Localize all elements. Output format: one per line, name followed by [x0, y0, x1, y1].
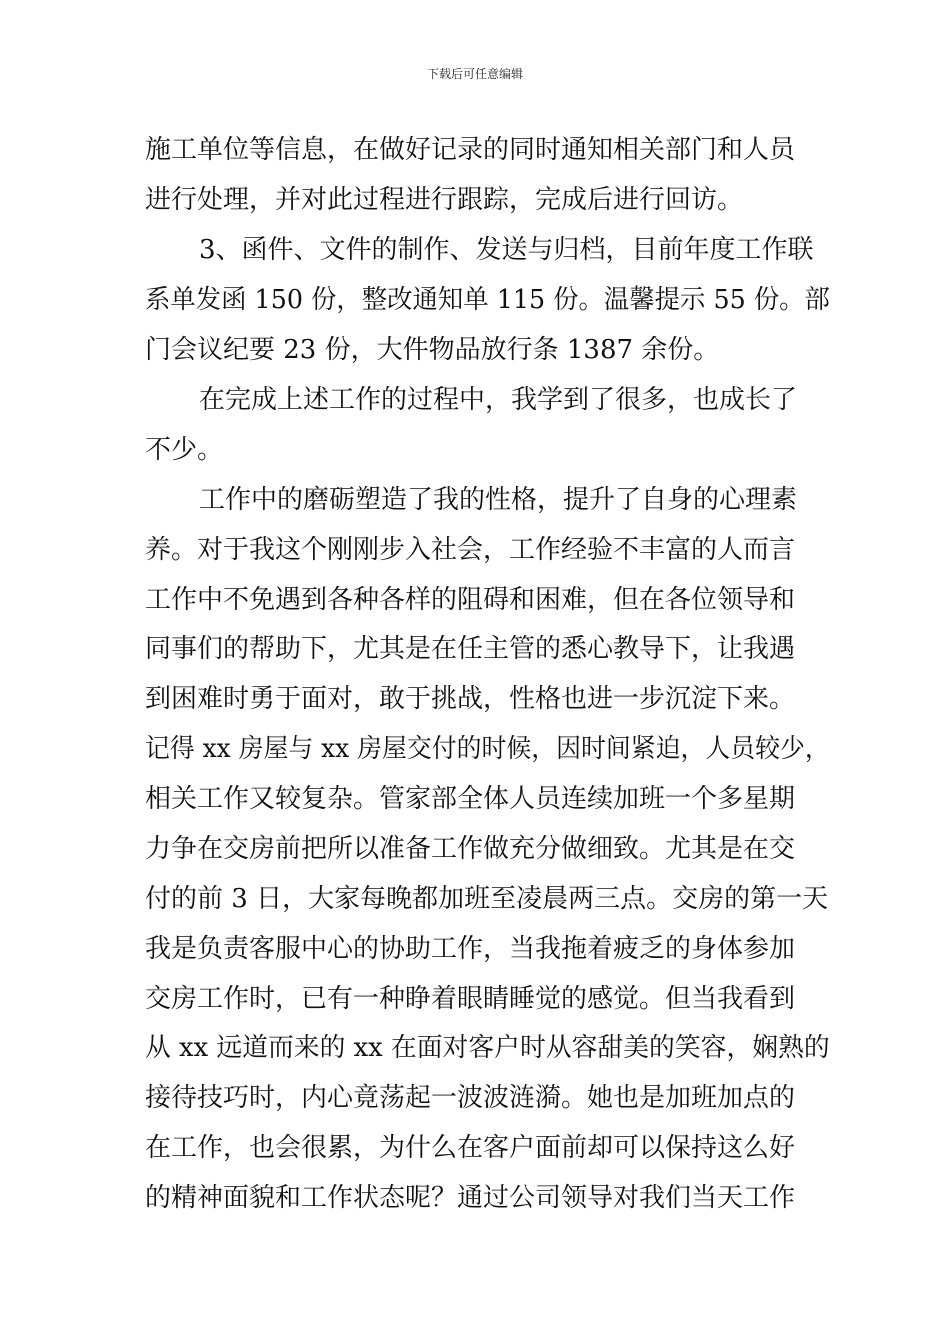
text-line: 付的前 3 日，大家每晚都加班至凌晨两三点。交房的第一天	[145, 884, 829, 914]
paragraph-start-line: 3、函件、文件的制作、发送与归档，目前年度工作联	[199, 235, 814, 265]
text-line: 施工单位等信息，在做好记录的同时通知相关部门和人员	[145, 135, 796, 165]
text-line: 不少。	[145, 435, 224, 465]
text-line: 到困难时勇于面对，敢于挑战，性格也进一步沉淀下来。	[145, 684, 796, 714]
text-line: 工作中不免遇到各种各样的阻碍和困难，但在各位领导和	[145, 585, 796, 615]
text-line: 相关工作又较复杂。管家部全体人员连续加班一个多星期	[145, 784, 796, 814]
text-line: 的精神面貌和工作状态呢？通过公司领导对我们当天工作	[145, 1183, 796, 1213]
text-line: 记得 xx 房屋与 xx 房屋交付的时候，因时间紧迫，人员较少，	[145, 734, 830, 764]
text-line: 在工作，也会很累，为什么在客户面前却可以保持这么好	[145, 1133, 796, 1163]
paragraph-start-line: 在完成上述工作的过程中，我学到了很多，也成长了	[199, 385, 798, 415]
text-line: 接待技巧时，内心竟荡起一波波涟漪。她也是加班加点的	[145, 1083, 796, 1113]
page-header: 下载后可任意编辑	[426, 67, 523, 81]
text-line: 力争在交房前把所以准备工作做充分做细致。尤其是在交	[145, 834, 796, 864]
text-line: 同事们的帮助下，尤其是在任主管的悉心教导下，让我遇	[145, 634, 796, 664]
text-line: 我是负责客服中心的协助工作，当我拖着疲乏的身体参加	[145, 934, 796, 964]
text-line: 进行处理，并对此过程进行跟踪，完成后进行回访。	[145, 185, 744, 215]
text-line: 门会议纪要 23 份，大件物品放行条 1387 余份。	[145, 335, 720, 365]
text-line: 从 xx 远道而来的 xx 在面对客户时从容甜美的笑容，娴熟的	[145, 1033, 830, 1063]
paragraph-start-line: 工作中的磨砺塑造了我的性格，提升了自身的心理素	[199, 485, 798, 515]
text-line: 系单发函 150 份，整改通知单 115 份。温馨提示 55 份。部	[145, 285, 830, 315]
text-line: 养。对于我这个刚刚步入社会，工作经验不丰富的人而言	[145, 535, 796, 565]
text-line: 交房工作时，已有一种睁着眼睛睡觉的感觉。但当我看到	[145, 984, 796, 1014]
